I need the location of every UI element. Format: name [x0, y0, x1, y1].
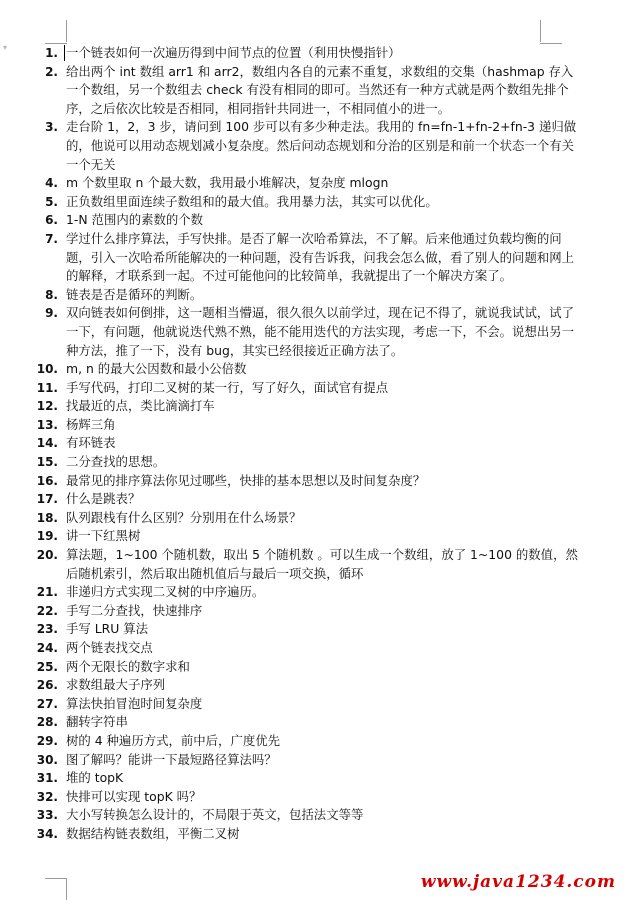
list-item-number: 8.: [45, 287, 58, 302]
list-item-text[interactable]: 快排可以实现 topK 吗？: [66, 788, 202, 804]
list-item-text[interactable]: 手写 LRU 算法: [66, 621, 149, 637]
list-item-number: 1.: [45, 46, 58, 60]
list-item-number: 16.: [36, 473, 58, 488]
list-item: [0, 434, 628, 453]
list-item-number: 21.: [36, 585, 58, 600]
list-item: [0, 825, 628, 844]
list-item-text[interactable]: 杨辉三角: [66, 416, 116, 432]
indent-marker-icon: ▾: [3, 43, 8, 52]
list-item: [0, 527, 628, 546]
crop-mark-top-left-v: [66, 20, 67, 42]
list-item-text[interactable]: 链表是否是循环的判断。: [66, 286, 203, 302]
list-item-text[interactable]: 两个链表找交点: [66, 640, 153, 655]
question-list: [0, 44, 628, 844]
list-item: [0, 620, 628, 639]
list-item-text[interactable]: 正负数组里面连续子数组和的最大值。我用暴力法，其实可以优化。: [66, 193, 438, 209]
list-item: [0, 583, 628, 602]
list-item-text[interactable]: m, n 的最大公因数和最小公倍数: [66, 361, 247, 377]
list-item-number: 15.: [36, 455, 58, 470]
crop-mark-bottom-left-h: [45, 878, 67, 879]
list-item-number: 2.: [45, 64, 58, 79]
list-item-number: 18.: [36, 510, 58, 525]
list-item-text[interactable]: 手写二分查找，快速排序: [66, 602, 203, 618]
list-item-text[interactable]: 走台阶 1，2，3 步，请问到 100 步可以有多少种走法。我用的 fn=fn-1+fn-2+fn-3 递归做的，他说可以用动态规划减小复杂度。然后问动态规划和分治的区别是和前一个状态一个有关一个无关: [66, 119, 577, 172]
list-item-number: 12.: [36, 399, 58, 414]
list-item: [0, 806, 628, 825]
list-item-text[interactable]: 两个无限长的数字求和: [66, 658, 190, 674]
list-item-text[interactable]: 讲一下红黑树: [66, 528, 141, 544]
list-item-number: 30.: [36, 752, 58, 767]
list-item-number: 24.: [36, 641, 58, 655]
list-item: [0, 509, 628, 528]
list-item-number: 31.: [36, 771, 58, 786]
list-item-number: 28.: [36, 715, 58, 730]
list-item-number: 23.: [36, 622, 58, 637]
list-item: [0, 360, 628, 379]
list-item-text[interactable]: 二分查找的思想。: [66, 454, 166, 470]
list-item-text[interactable]: 手写代码，打印二叉树的某一行，写了好久，面试官有提点: [66, 379, 389, 395]
list-item-number: 9.: [45, 306, 58, 321]
list-item-number: 4.: [45, 176, 58, 191]
list-item: [0, 174, 628, 193]
crop-mark-bottom-left-v: [66, 878, 67, 900]
list-item-number: 7.: [45, 231, 58, 246]
list-item-text[interactable]: 求数组最大子序列: [66, 677, 166, 693]
list-item-number: 19.: [36, 529, 58, 544]
list-item-text[interactable]: 给出两个 int 数组 arr1 和 arr2，数组内各自的元素不重复，求数组的交集（hashmap 存入一个数组，另一个数组去 check 有没有相同的即可。当然还有一种方式就是两个数组先排个序，之后依次比较是否相同，相同指针共同进一，不相同值小的进一。: [66, 63, 574, 116]
list-item-text[interactable]: 树的 4 种遍历方式，前中后，广度优先: [66, 732, 281, 748]
list-item-number: 3.: [45, 120, 58, 135]
list-item-text[interactable]: 堆的 topK: [66, 770, 124, 786]
list-item-number: 13.: [36, 417, 58, 432]
list-item-text[interactable]: 非递归方式实现二叉树的中序遍历。: [66, 584, 265, 600]
list-item-number: 25.: [36, 659, 58, 674]
list-item: [0, 639, 628, 658]
list-item-number: 17.: [36, 492, 58, 507]
list-item: [0, 769, 628, 788]
list-item-text[interactable]: 双向链表如何倒排，这一题相当懵逼，很久很久以前学过，现在记不得了，就说我试试，试了一下，有问题，他就说迭代熟不熟，能不能用迭代的方法实现，考虑一下，不会。说想出另一种方法，推了一下，没有 bug，其实已经很接近正确方法了。: [66, 305, 575, 358]
list-item-text[interactable]: 一个链表如何一次遍历得到中间节点的位置（利用快慢指针）: [66, 45, 401, 60]
list-item-text[interactable]: 最常见的排序算法你见过哪些，快排的基本思想以及时间复杂度？: [66, 472, 426, 488]
list-item: [0, 379, 628, 398]
list-item-text[interactable]: 数据结构链表数组，平衡二叉树: [66, 825, 240, 841]
list-item: [0, 732, 628, 751]
list-item: [0, 44, 628, 63]
list-item: [0, 751, 628, 770]
list-item-number: 27.: [36, 696, 58, 711]
list-item: [0, 397, 628, 416]
list-item-number: 14.: [36, 436, 58, 451]
list-item: [0, 788, 628, 807]
list-item-text[interactable]: 翻转字符串: [66, 714, 128, 730]
list-item-text[interactable]: 找最近的点，类比滴滴打车: [66, 398, 215, 414]
list-item: [0, 63, 628, 119]
list-item-text[interactable]: 算法快拍冒泡时间复杂度: [66, 695, 203, 711]
list-item: [0, 230, 628, 286]
list-item-text[interactable]: 1-N 范围内的素数的个数: [66, 212, 204, 228]
list-item-text[interactable]: 算法题，1~100 个随机数，取出 5 个随机数 。可以生成一个数组，放了 1~100 的数值，然后随机索引，然后取出随机值后与最后一项交换，循环: [66, 547, 578, 581]
watermark: www.java1234.com: [420, 872, 616, 892]
list-item-number: 34.: [36, 826, 58, 841]
list-item: [0, 602, 628, 621]
list-item-text[interactable]: m 个数里取 n 个最大数，我用最小堆解决，复杂度 mlogn: [66, 175, 389, 191]
list-item: [0, 713, 628, 732]
list-item: [0, 695, 628, 714]
crop-mark-top-right-v: [540, 20, 541, 42]
list-item: [0, 416, 628, 435]
list-item-number: 11.: [36, 380, 58, 395]
list-item: [0, 286, 628, 305]
list-item-text[interactable]: 有环链表: [66, 435, 116, 451]
list-item: [0, 118, 628, 174]
list-item: [0, 453, 628, 472]
list-item-number: 6.: [45, 213, 58, 228]
list-item-text[interactable]: 图了解吗？能讲一下最短路径算法吗？: [66, 751, 277, 767]
list-item-text[interactable]: 学过什么排序算法，手写快排。是否了解一次哈希算法，不了解。后来他通过负载均衡的问题，引入一次哈希所能解决的一种问题，没有告诉我，问我会怎么做，看了别人的问题和网上的解释，才联系到一起。不过可能他问的比较简单，我就提出了一个解决方案了。: [66, 230, 575, 284]
list-item: [0, 193, 628, 212]
list-item-number: 33.: [36, 808, 58, 823]
list-item-number: 10.: [36, 362, 58, 377]
list-item: [0, 304, 628, 360]
list-item-text[interactable]: 大小写转换怎么设计的，不局限于英文，包括法文等等: [66, 807, 364, 823]
list-item-text[interactable]: 什么是跳表？: [66, 491, 141, 507]
list-item-number: 22.: [36, 603, 58, 618]
list-item-number: 5.: [45, 194, 58, 209]
list-item-number: 29.: [36, 733, 58, 748]
list-item: [0, 211, 628, 230]
list-item: [0, 472, 628, 491]
list-item-number: 32.: [36, 789, 58, 804]
list-item: [0, 490, 628, 509]
list-item-number: 20.: [36, 548, 58, 563]
list-item-number: 26.: [36, 678, 58, 693]
list-item: [0, 546, 628, 583]
list-item: [0, 676, 628, 695]
list-item: [0, 658, 628, 677]
list-item-text[interactable]: 队列跟栈有什么区别？分别用在什么场景？: [66, 509, 302, 525]
